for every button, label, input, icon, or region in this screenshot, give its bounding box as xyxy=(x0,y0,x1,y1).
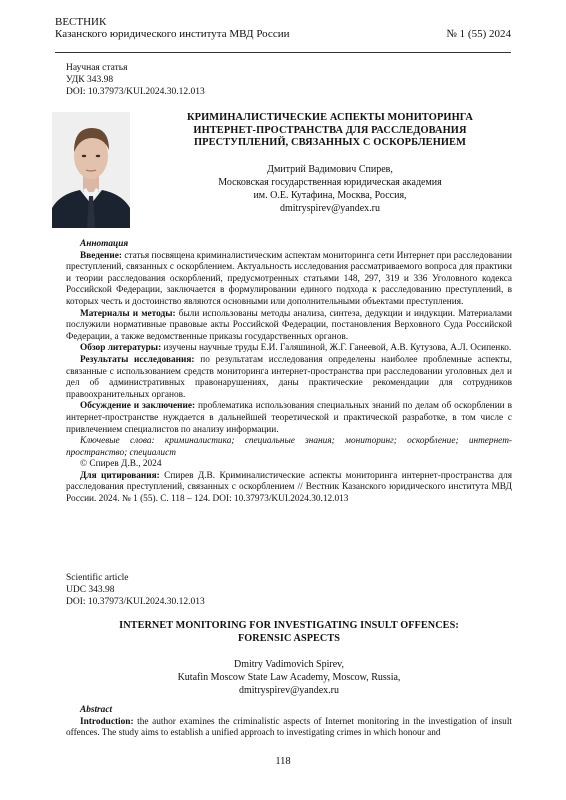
discussion-label-ru: Обсуждение и заключение: xyxy=(80,401,196,412)
discussion-text-ru: проблематика использования специальных знаний по делам об оскорблении в интернет-пространстве нуждается в дальнейшей теоретической и практической разработке, в том числе с привлечением специалистов по анализу информации. xyxy=(66,401,512,435)
title-ru-line3: ПРЕСТУПЛЕНИЙ, СВЯЗАННЫХ С ОСКОРБЛЕНИЕМ xyxy=(194,137,466,148)
citation-label-ru: Для цитирования: xyxy=(80,470,160,481)
page-number: 118 xyxy=(275,756,291,767)
doi-ru: DOI: 10.37973/KUI.2024.30.12.013 xyxy=(66,87,205,97)
article-title-en xyxy=(66,620,512,645)
author-email-ru: dmitryspirev@yandex.ru xyxy=(279,203,381,214)
abstract-results-ru xyxy=(66,355,512,401)
author-affiliation-ru-1: Московская государственная юридическая академия xyxy=(218,177,442,188)
keywords-ru: Ключевые слова: криминалистика; специальные знания; мониторинг; оскорбление; интернет-пространство; специалист xyxy=(66,436,512,458)
journal-name xyxy=(55,16,289,40)
abstract-review-ru xyxy=(66,343,512,355)
issue-number: № 1 (55) 2024 xyxy=(446,28,511,40)
intro-text-en: the author examines the criminalistic aspects of Internet monitoring in the investigation of insult offences. The study aims to establish a unified approach to investigating crimes in which honour and xyxy=(66,716,512,739)
intro-text-ru: статья посвящена криминалистическим аспектам мониторинга сети Интернет при расследовании преступлений, связанных с оскорблением. Актуальность исследования рассматриваемого вопроса для практики и теории расследования оскорблений, предусмотренных статьями 148, 297, 319 и 336 Уголовного кодекса Российской Федерации, заключается в формулировании единого подхода к расследованию преступлений, в которых честь и достоинство являются основными или дополнительными объектами преступления. xyxy=(66,250,512,307)
author-name-ru: Дмитрий Вадимович Спирев, xyxy=(267,164,393,175)
abstract-methods-ru xyxy=(66,309,512,344)
abstract-intro-en xyxy=(66,717,512,740)
review-text-ru: изучены научные труды Е.И. Галяшиной, Ж.Г. Ганеевой, А.В. Кутузова, А.Л. Осипенко. xyxy=(161,343,512,354)
udc-ru: УДК 343.98 xyxy=(66,75,114,85)
title-ru-line1: КРИМИНАЛИСТИЧЕСКИЕ АСПЕКТЫ МОНИТОРИНГА xyxy=(187,112,473,123)
author-affiliation-ru-2: им. О.Е. Кутафина, Москва, Россия, xyxy=(253,190,407,201)
methods-label-ru: Материалы и методы: xyxy=(80,308,176,319)
author-block-ru xyxy=(160,163,500,215)
methods-text-ru: были использованы методы анализа, синтеза, дедукции и индукции. Материалами послужили нормативные правовые акты Российской Федерации, постановления Верховного Суда Российской Федерации, а также ведомственные приказы государственных органов. xyxy=(66,308,512,342)
abstract-heading-en: Abstract xyxy=(80,705,113,715)
article-type-en: Scientific article xyxy=(66,573,129,583)
title-ru-line2: ИНТЕРНЕТ-ПРОСТРАНСТВА ДЛЯ РАССЛЕДОВАНИЯ xyxy=(193,124,467,136)
copyright-ru: © Спирев Д.В., 2024 xyxy=(80,459,162,470)
journal-name-line1: ВЕСТНИК xyxy=(55,16,107,28)
results-text-ru: по результатам исследования определены наиболее проблемные аспекты, связанные с использованием средств мониторинга интернет-пространства при расследовании уголовных дел и дел об административных правонарушениях, даны практические рекомендации для сотрудников правоохранительных органов. xyxy=(66,354,512,400)
citation-text-ru: Спирев Д.В. Криминалистические аспекты мониторинга интернет-пространства для расследования преступлений, связанных с оскорблением // Вестник Казанского юридического института МВД России. 2024. № 1 (55). С. 118 – 124. DOI: 10.37973/KUI.2024.30.12.013 xyxy=(66,470,513,505)
review-label-ru: Обзор литературы: xyxy=(80,343,162,354)
article-type-ru: Научная статья xyxy=(66,63,128,73)
article-title-ru xyxy=(145,112,515,150)
author-portrait-image xyxy=(52,112,130,228)
abstract-ru xyxy=(66,239,512,506)
author-block-en xyxy=(66,658,512,697)
doi-en: DOI: 10.37973/KUI.2024.30.12.013 xyxy=(66,597,205,607)
intro-label-en: Introduction: xyxy=(80,716,134,727)
author-name-en: Dmitry Vadimovich Spirev, xyxy=(234,659,344,670)
citation-ru xyxy=(66,471,512,506)
intro-label-ru: Введение: xyxy=(80,250,122,261)
author-affiliation-en: Kutafin Moscow State Law Academy, Moscow, Russia, xyxy=(177,672,401,683)
abstract-en xyxy=(66,705,512,740)
abstract-heading-ru: Аннотация xyxy=(80,239,129,249)
meta-en xyxy=(66,572,205,608)
abstract-intro-ru xyxy=(66,251,512,309)
journal-name-line2: Казанского юридического института МВД России xyxy=(55,28,290,40)
abstract-discussion-ru xyxy=(66,401,512,436)
title-en-line2: FORENSIC ASPECTS xyxy=(237,632,341,644)
meta-ru xyxy=(66,62,205,98)
title-en-line1: INTERNET MONITORING FOR INVESTIGATING INSULT OFFENCES: xyxy=(119,620,459,631)
header-rule xyxy=(55,52,511,53)
udc-en: UDC 343.98 xyxy=(66,585,115,595)
results-label-ru: Результаты исследования: xyxy=(80,354,195,365)
author-photo xyxy=(52,112,130,228)
author-email-en: dmitryspirev@yandex.ru xyxy=(238,685,340,696)
